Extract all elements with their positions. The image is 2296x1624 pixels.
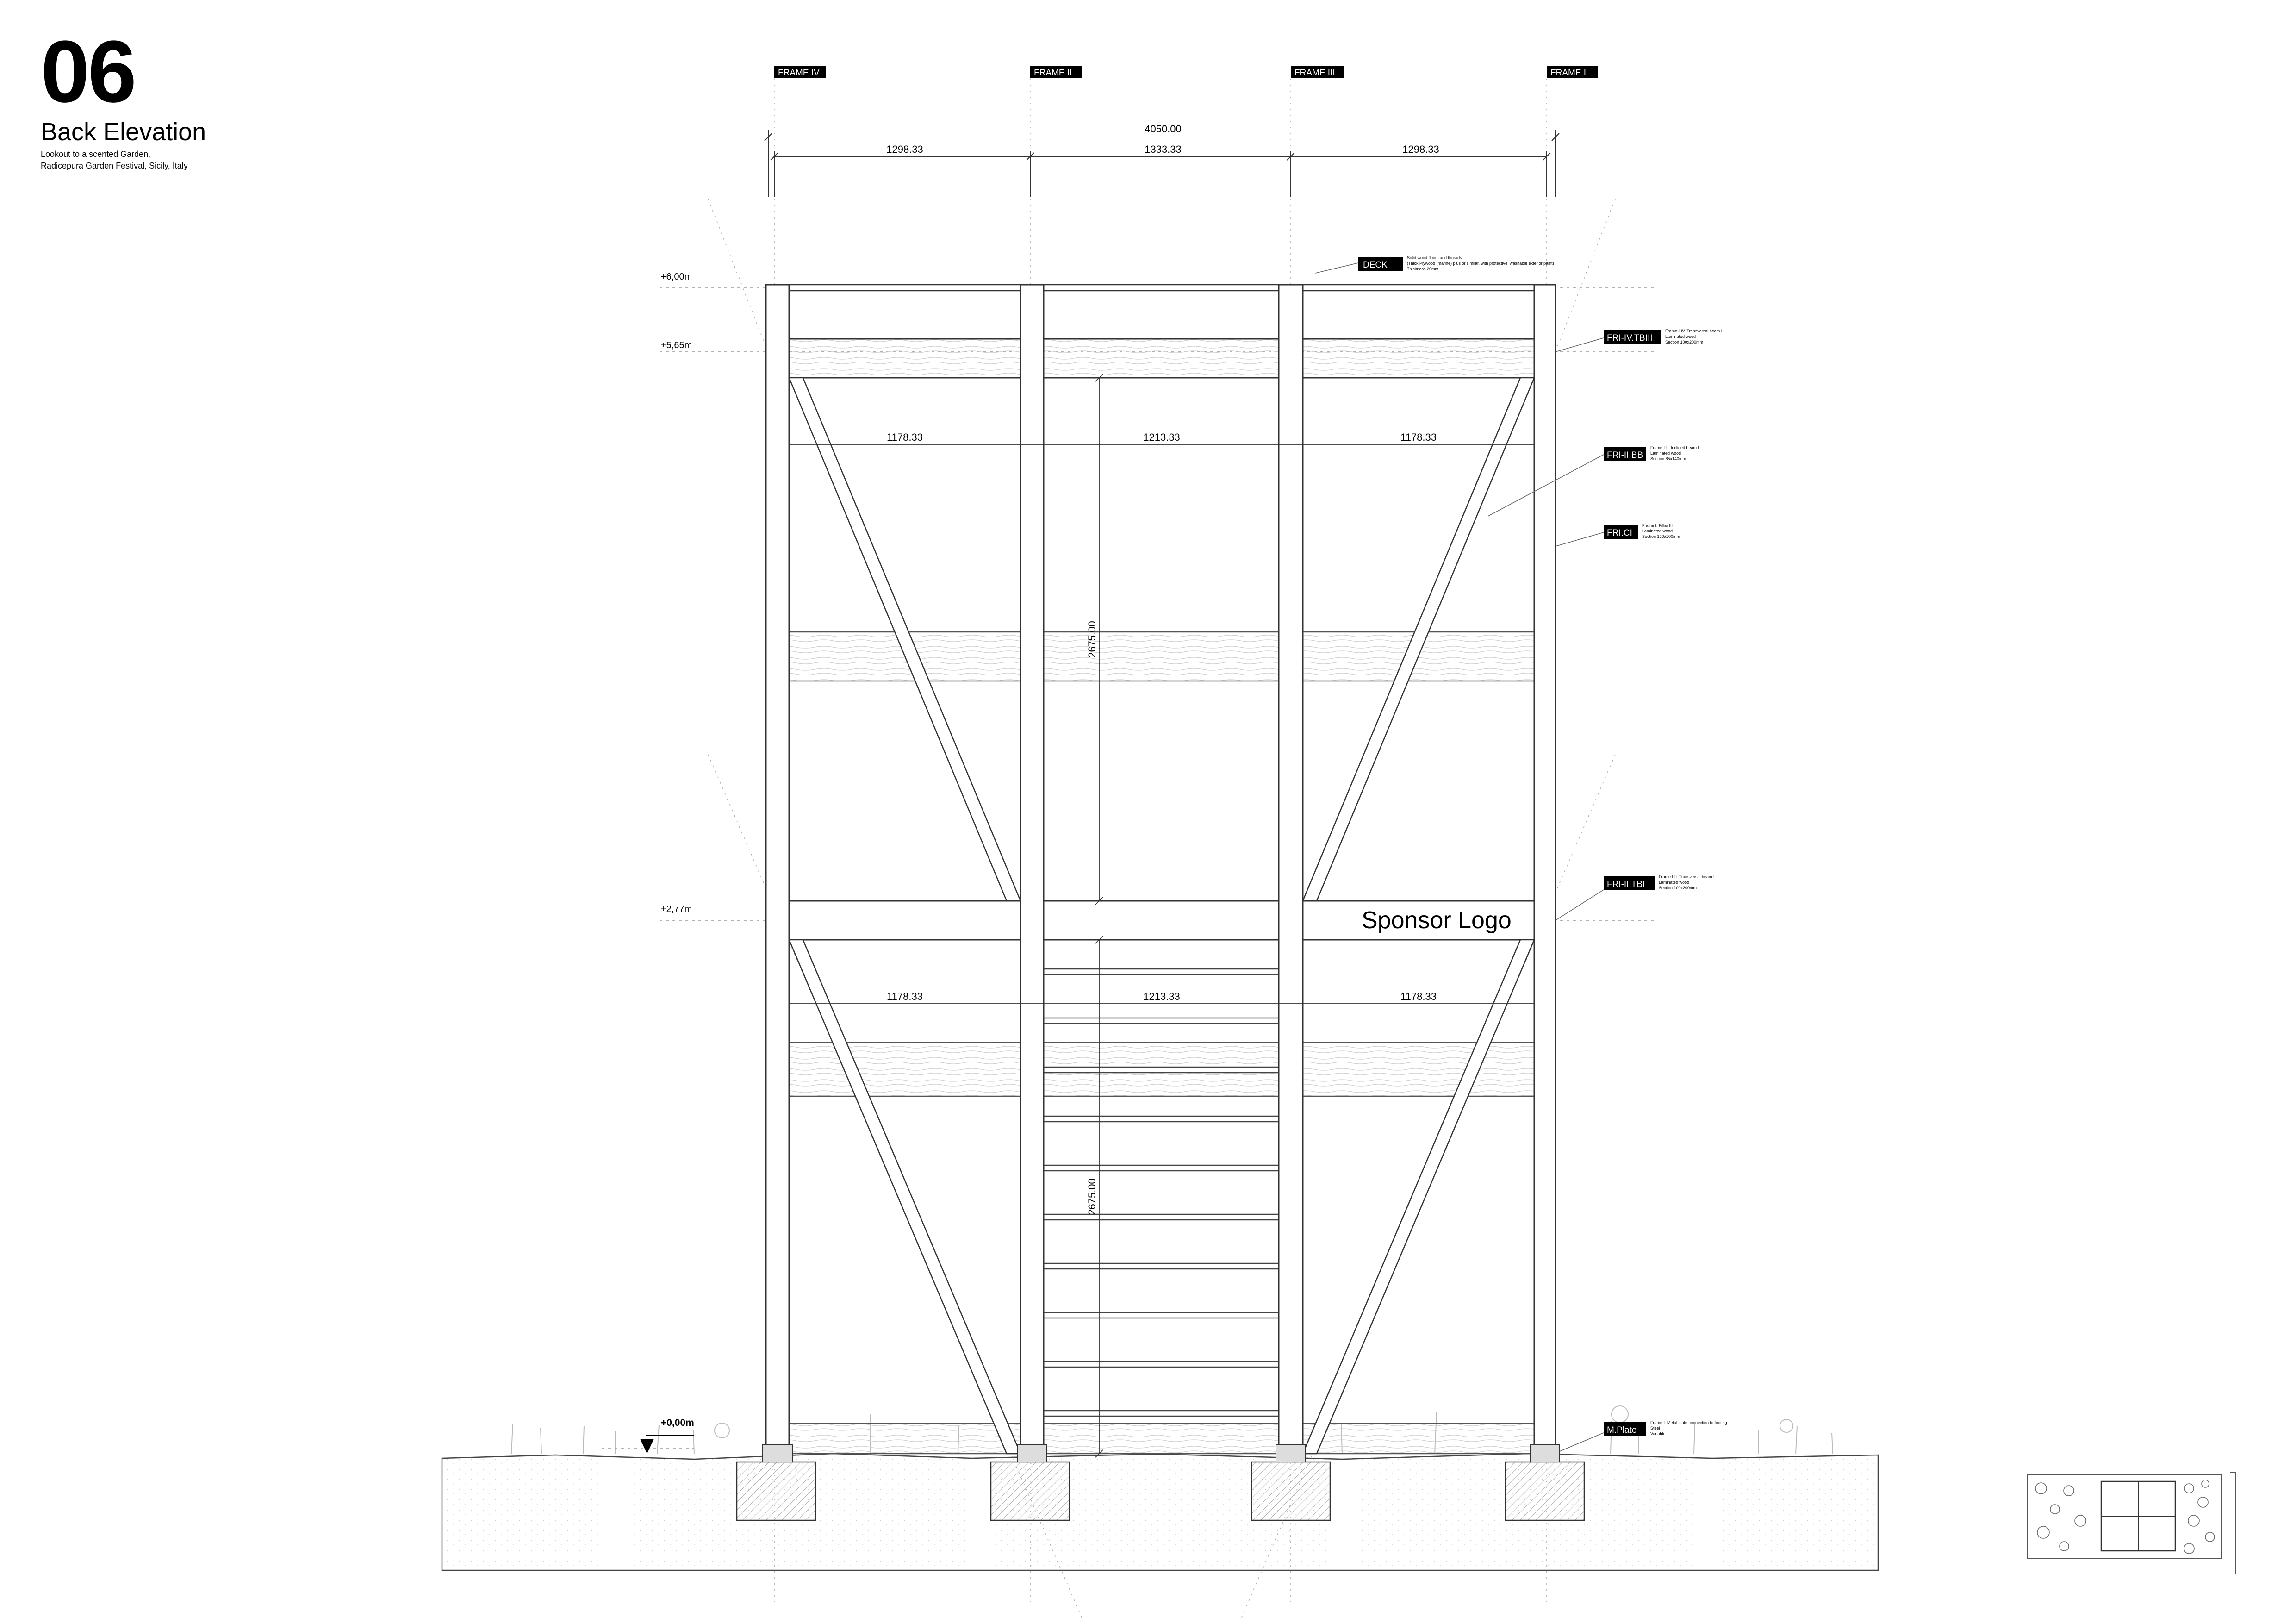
tag-note: Laminated wood	[1665, 334, 1696, 339]
tag-m-plate: M.Plate	[1607, 1425, 1637, 1435]
tag-fri-ii-bb: FRI-II.BB	[1607, 450, 1643, 460]
tag-note: Section 100x200mm	[1659, 886, 1697, 890]
base-plate	[1530, 1444, 1560, 1462]
base-board	[789, 1424, 1534, 1454]
tag-fri-ii-tbi: FRI-II.TBI	[1607, 880, 1645, 889]
tag-note: Laminated wood	[1650, 451, 1681, 456]
brace-lower-right	[1303, 940, 1534, 1454]
tag-note: Frame I-II. Transversal beam I	[1659, 874, 1715, 879]
tag-fri-ci: FRI.CI	[1607, 528, 1632, 538]
dim-bay: 1298.33	[886, 144, 923, 155]
beam-top	[766, 339, 1556, 378]
frame-label: FRAME III	[1294, 68, 1335, 78]
footing-1	[737, 1462, 815, 1520]
level-beam: +5,65m	[661, 340, 692, 350]
tag-note: Variable	[1650, 1431, 1666, 1436]
dim-upper-bay: 1178.33	[887, 431, 923, 443]
dim-bay: 1298.33	[1402, 144, 1439, 155]
level-ground: +0,00m	[661, 1418, 694, 1428]
annotation-tags	[1315, 256, 1727, 1451]
sheet-subtitle-line2: Radicepura Garden Festival, Sicily, Italy	[41, 161, 188, 170]
tag-note: Frame I-IV. Transversal beam III	[1665, 329, 1725, 333]
ladder-rung	[1044, 1411, 1279, 1416]
deck-rail	[766, 285, 1556, 291]
frame-label: FRAME I	[1550, 68, 1587, 78]
frame-labels	[774, 66, 1598, 78]
tag-note: Frame I. Pillar III	[1642, 523, 1673, 528]
tag-note: Laminated wood	[1642, 529, 1673, 533]
column-frame-iii	[1279, 285, 1303, 1454]
sheet-subtitle-line1: Lookout to a scented Garden,	[41, 150, 151, 159]
tag-deck: DECK	[1363, 260, 1388, 270]
dim-upper-bay: 1178.33	[1400, 431, 1437, 443]
tag-note: Solid wood floors and threads	[1407, 256, 1462, 260]
footing-4	[1506, 1462, 1584, 1520]
tag-fri-iv-tbiii: FRI-IV.TBIII	[1607, 333, 1653, 343]
tag-note: Section 100x200mm	[1665, 340, 1704, 344]
tag-note: Laminated wood	[1659, 880, 1690, 885]
tag-note: (Thick Plywood (marine) plus or similar, with protective, washable exterior paint)	[1407, 261, 1554, 266]
level-mid: +2,77m	[661, 904, 692, 914]
ground-level-marker	[640, 1435, 694, 1454]
dim-lower-bay: 1178.33	[887, 991, 923, 1002]
tag-note: Section 85x140mm	[1650, 456, 1686, 461]
ladder	[1044, 969, 1279, 1416]
tag-note: Thickness 20mm	[1407, 267, 1439, 271]
ladder-rung	[1044, 1116, 1279, 1122]
frame-label: FRAME IV	[778, 68, 820, 78]
ladder-rung	[1044, 1018, 1279, 1024]
base-plate	[1276, 1444, 1306, 1462]
ladder-rung	[1044, 969, 1279, 974]
ladder-rung	[1044, 1165, 1279, 1171]
key-plan	[2027, 1472, 2235, 1574]
brace-lower-left	[789, 940, 1020, 1454]
tag-note: Steel	[1650, 1426, 1660, 1430]
sponsor-logo: Sponsor Logo	[1362, 907, 1512, 934]
sheet-title: Back Elevation	[41, 118, 206, 146]
dim-upper-bay: 1213.33	[1143, 431, 1180, 443]
dim-overall: 4050.00	[1145, 123, 1182, 135]
dim-bay: 1333.33	[1145, 144, 1182, 155]
tag-note: Frame I-II. Inclined beam I	[1650, 445, 1699, 450]
dim-lower-height: 2675.00	[1086, 1178, 1098, 1215]
top-dimensions	[765, 130, 1559, 197]
top-deck-bay	[766, 285, 1556, 339]
column-frame-ii	[1020, 285, 1044, 1454]
dim-lower-bay: 1213.33	[1143, 991, 1180, 1002]
level-triangle-icon	[640, 1439, 654, 1454]
dim-lower-bay: 1178.33	[1400, 991, 1437, 1002]
structure	[763, 285, 1560, 1462]
column-frame-iv	[766, 285, 789, 1454]
ladder-rung	[1044, 1067, 1279, 1073]
base-plate	[1017, 1444, 1047, 1462]
ladder-rung	[1044, 1362, 1279, 1367]
base-plate	[763, 1444, 792, 1462]
frame-label: FRAME II	[1034, 68, 1072, 78]
columns	[766, 285, 1556, 1454]
tag-note: Section 120x200mm	[1642, 534, 1680, 539]
dim-upper-height: 2675.00	[1086, 621, 1098, 658]
tag-note: Frame I. Metal plate connection to footing	[1650, 1420, 1727, 1425]
ladder-rung	[1044, 1312, 1279, 1318]
column-frame-i	[1534, 285, 1556, 1454]
level-top: +6,00m	[661, 272, 692, 282]
sheet-number: 06	[41, 23, 135, 121]
ladder-rung	[1044, 1214, 1279, 1220]
terrain	[442, 1454, 1878, 1570]
ladder-rung	[1044, 1263, 1279, 1269]
